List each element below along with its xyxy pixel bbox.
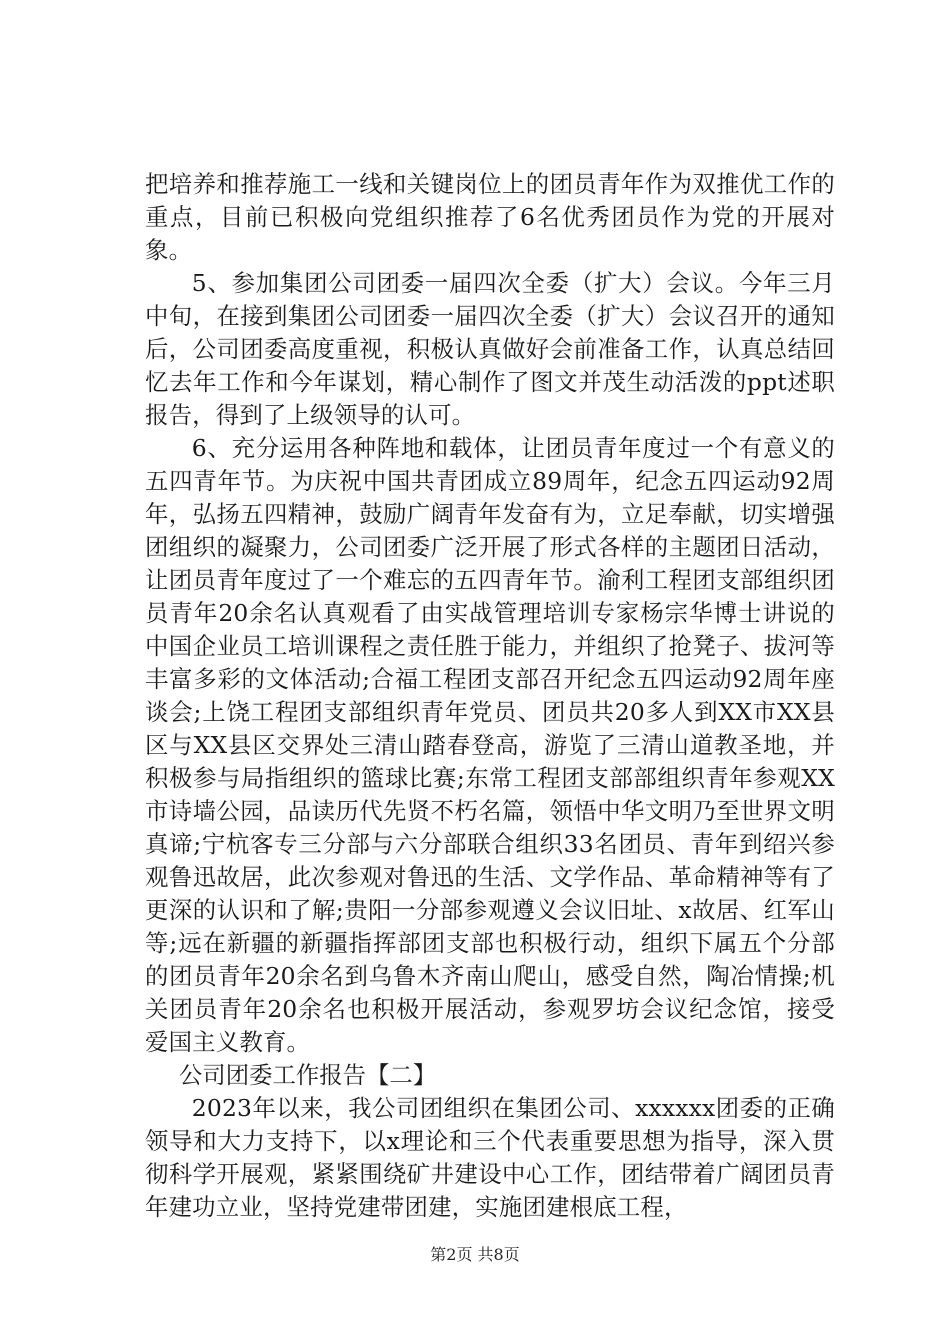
page-footer: 第2页 共8页 [430,1245,520,1264]
paragraph-continuation: 把培养和推荐施工一线和关键岗位上的团员青年作为双推优工作的重点，目前已积极向党组织推荐了6名优秀团员作为党的开展对象。 [145,170,835,264]
paragraph-item-6: 6、充分运用各种阵地和载体，让团员青年度过一个有意义的五四青年节。为庆祝中国共青团成立89周年，纪念五四运动92周年，弘扬五四精神，鼓励广阔青年发奋有为，立足奉献，切实增强团组织的凝聚力，公司团委广泛开展了形式各样的主题团日活动，让团员青年度过了一个难忘的五四青年节。渝利工程团支部组织团员青年20余名认真观看了由实战管理培训专家杨宗华博士讲说的中国企业员工培训课程之责任胜于能力，并组织了抢凳子、拔河等丰富多彩的文体活动;合福工程团支部召开纪念五四运动92周年座谈会;上饶工程团支部组织青年党员、团员共20多人到XX市XX县区与XX县区交界处三清山踏春登高，游览了三清山道教圣地，并积极参与局指组织的篮球比赛;东常工程团支部部组织青年参观XX市诗墙公园，品读历代先贤不朽名篇，领悟中华文明乃至世界文明真谛;宁杭客专三分部与六分部联合组织33名团员、青年到绍兴参观鲁迅故居，此次参观对鲁迅的生活、文学作品、革命精神等有了更深的认识和了解;贵阳一分部参观遵义会议旧址、x故居、红军山等;远在新疆的新疆指挥部团支部也积极行动，组织下属五个分部的团员青年20余名到乌鲁木齐南山爬山，感受自然，陶冶情操;机关团员青年20余名也积极开展活动，参观罗坊会议纪念馆，接受爱国主义教育。 [145,434,835,1056]
paragraph-closing: 2023年以来，我公司团组织在集团公司、xxxxxx团委的正确领导和大力支持下，以x理论和三个代表重要思想为指导，深入贯彻科学开展观，紧紧围绕矿井建设中心工作，团结带着广阔团员青年建功立业，坚持党建带团建，实施团建根底工程， [145,1094,835,1221]
document-body [145,168,835,1224]
paragraph-item-5: 5、参加集团公司团委一届四次全委（扩大）会议。今年三月中旬，在接到集团公司团委一届四次全委（扩大）会议召开的通知后，公司团委高度重视，积极认真做好会前准备工作，认真总结回忆去年工作和今年谋划，精心制作了图文并茂生动活泼的ppt述职报告，得到了上级领导的认可。 [145,269,835,429]
section-heading: 公司团委工作报告【二】 [178,1061,437,1089]
